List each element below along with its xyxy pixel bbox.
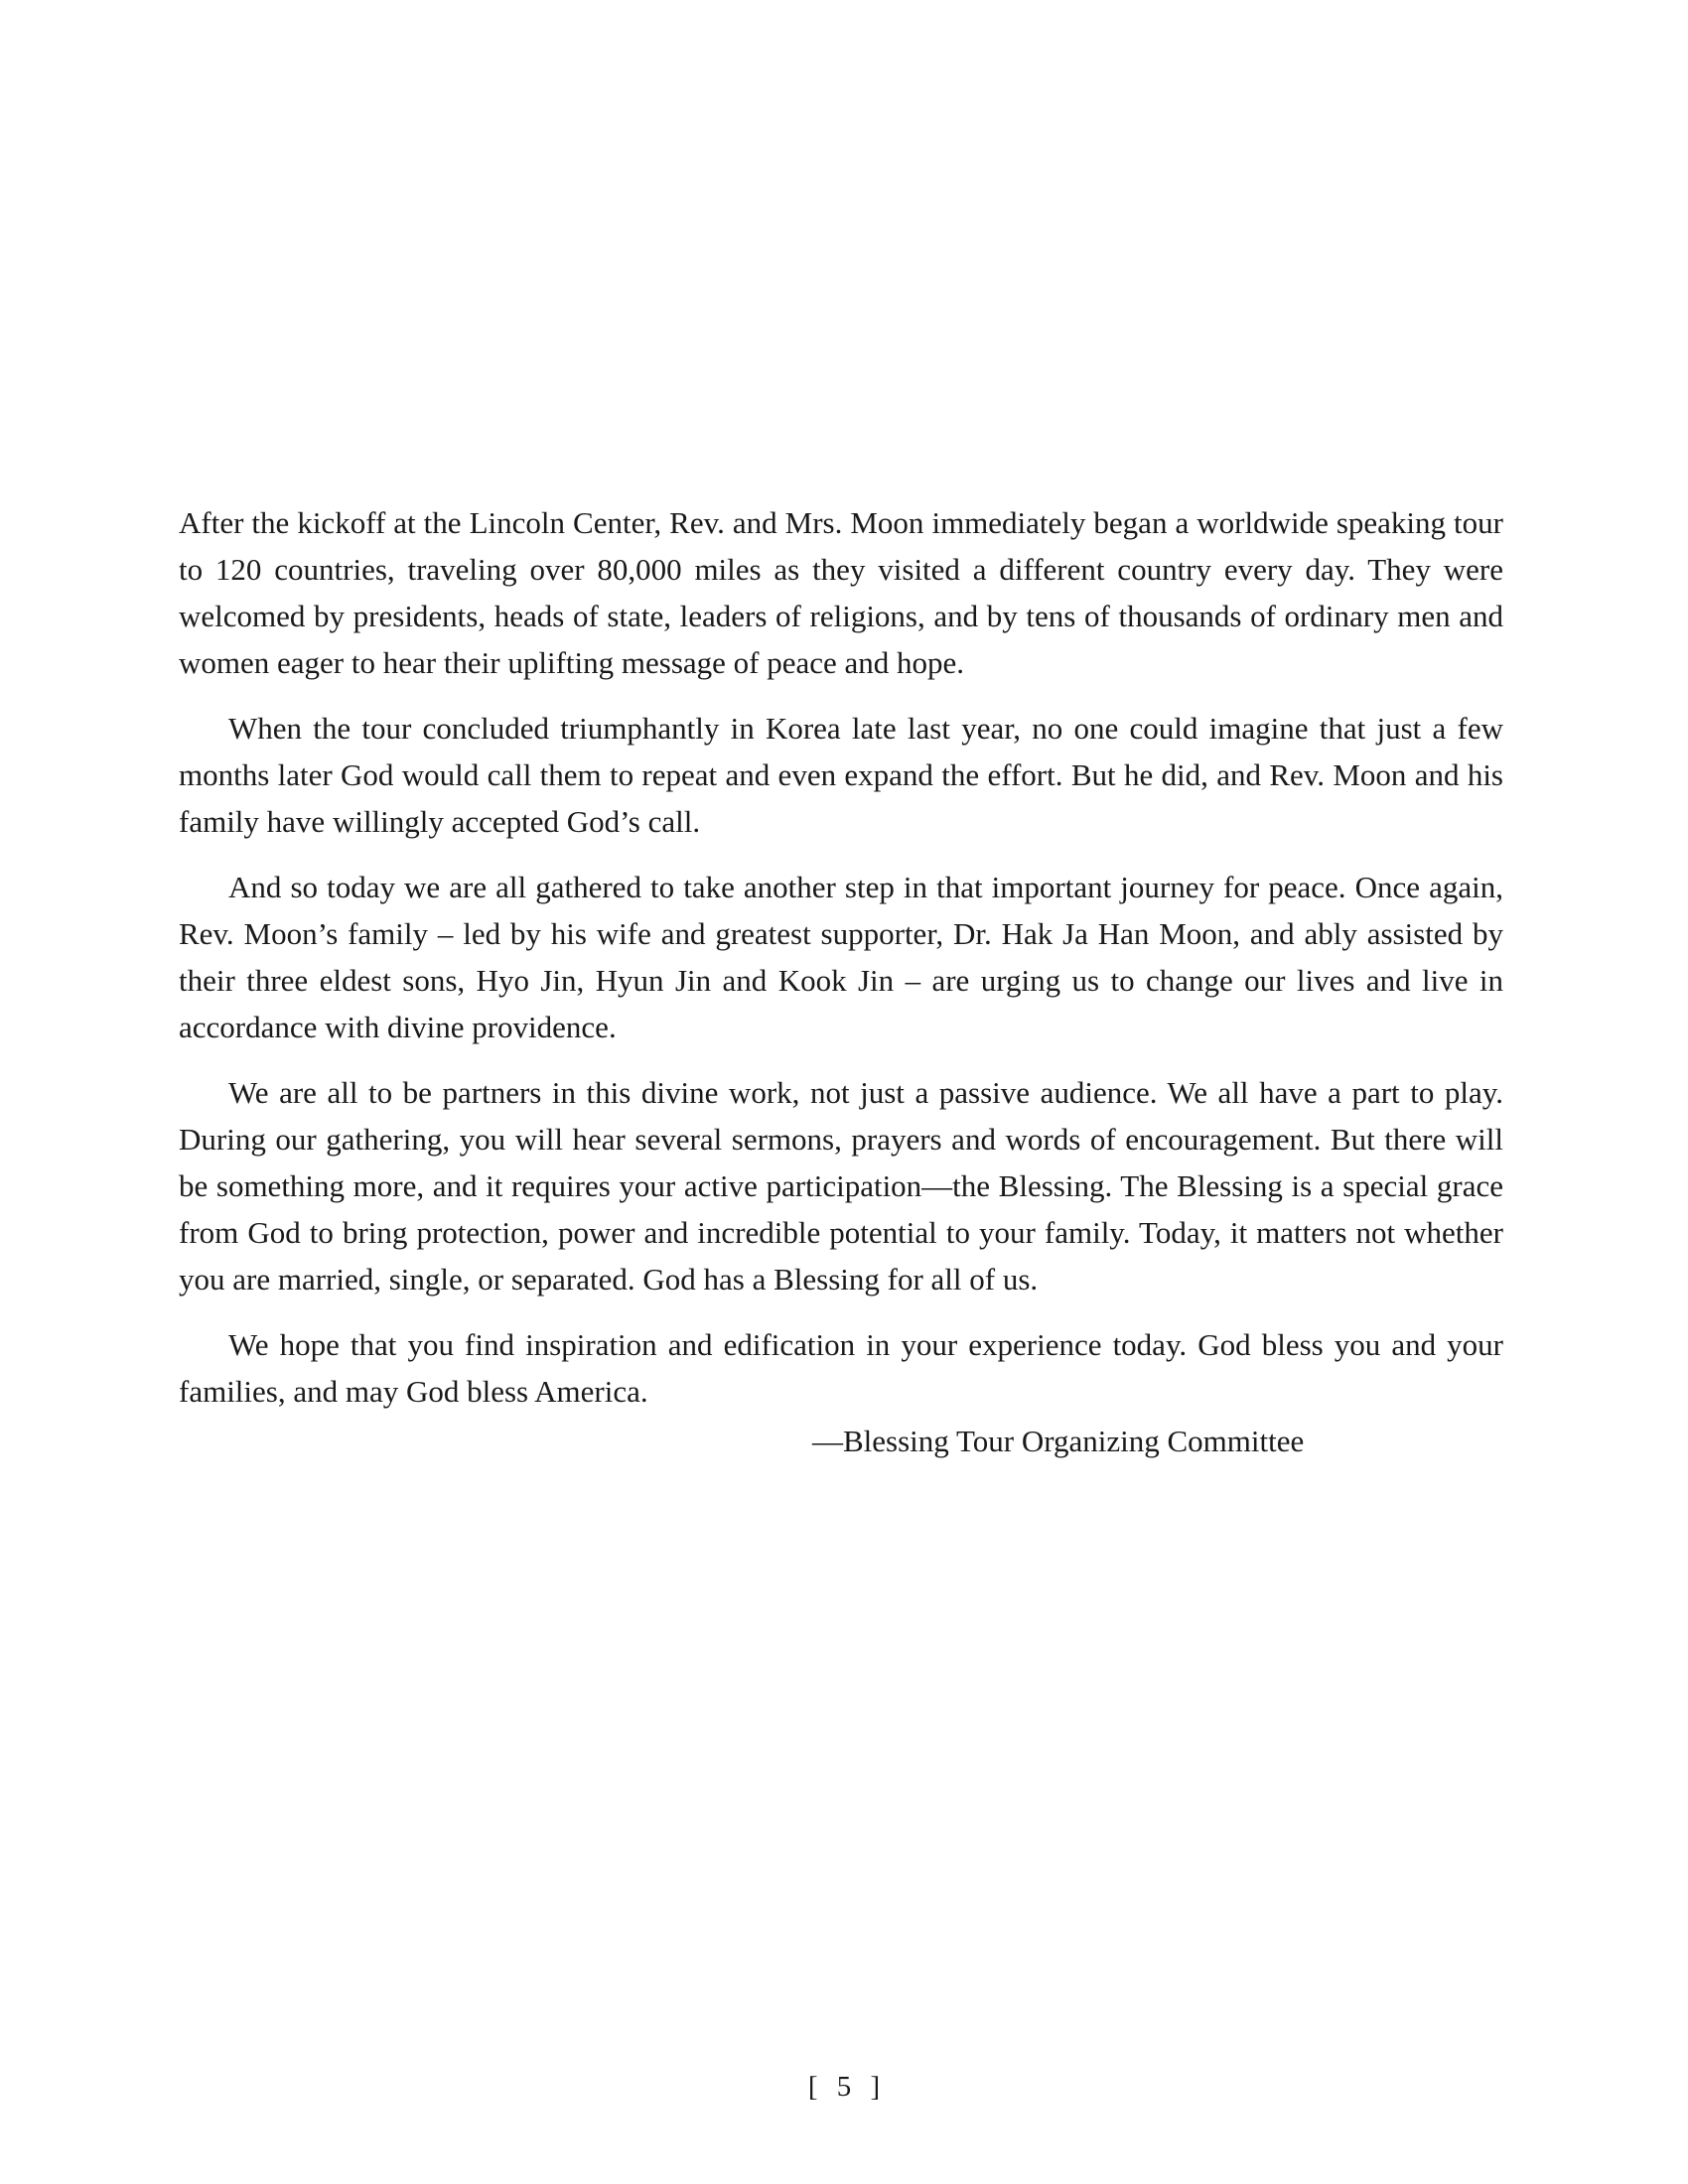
signature: —Blessing Tour Organizing Committee [812,1424,1305,1458]
paragraph-5: We hope that you find inspiration and edification in your experience today. God bless you and your families, and may God bless America. [179,1327,1503,1409]
page-number: [ 5 ] [807,2071,881,2103]
paragraph-1: After the kickoff at the Lincoln Center, Rev. and Mrs. Moon immediately began a worldwide speaking tour to 120 countries, traveling over 80,000 miles as they visited a different country every day. They were welcomed by presidents, heads of state, leaders of religions, and by tens of thousands of ordinary men and women eager to hear their uplifting message of peace and hope. [179,505,1503,680]
body-text [179,499,1503,1415]
paragraph-2: When the tour concluded triumphantly in Korea late last year, no one could imagine that just a few months later God would call them to repeat and even expand the effort. But he did, and Rev. Moon and his family have willingly accepted God’s call. [179,711,1503,839]
paragraph-3: And so today we are all gathered to take another step in that important journey for peace. Once again, Rev. Moon’s family – led by his wife and greatest supporter, Dr. Hak Ja Han Moon, and ably assisted by their three eldest sons, Hyo Jin, Hyun Jin and Kook Jin – are urging us to change our lives and live in accordance with divine providence. [179,870,1503,1044]
paragraph-4: We are all to be partners in this divine work, not just a passive audience. We all have a part to play. During our gathering, you will hear several sermons, prayers and words of encouragement. But there will be something more, and it requires your active participation—the Blessing. The Blessing is a special grace from God to bring protection, power and incredible potential to your family. Today, it matters not whether you are married, single, or separated. God has a Blessing for all of us. [179,1075,1503,1297]
